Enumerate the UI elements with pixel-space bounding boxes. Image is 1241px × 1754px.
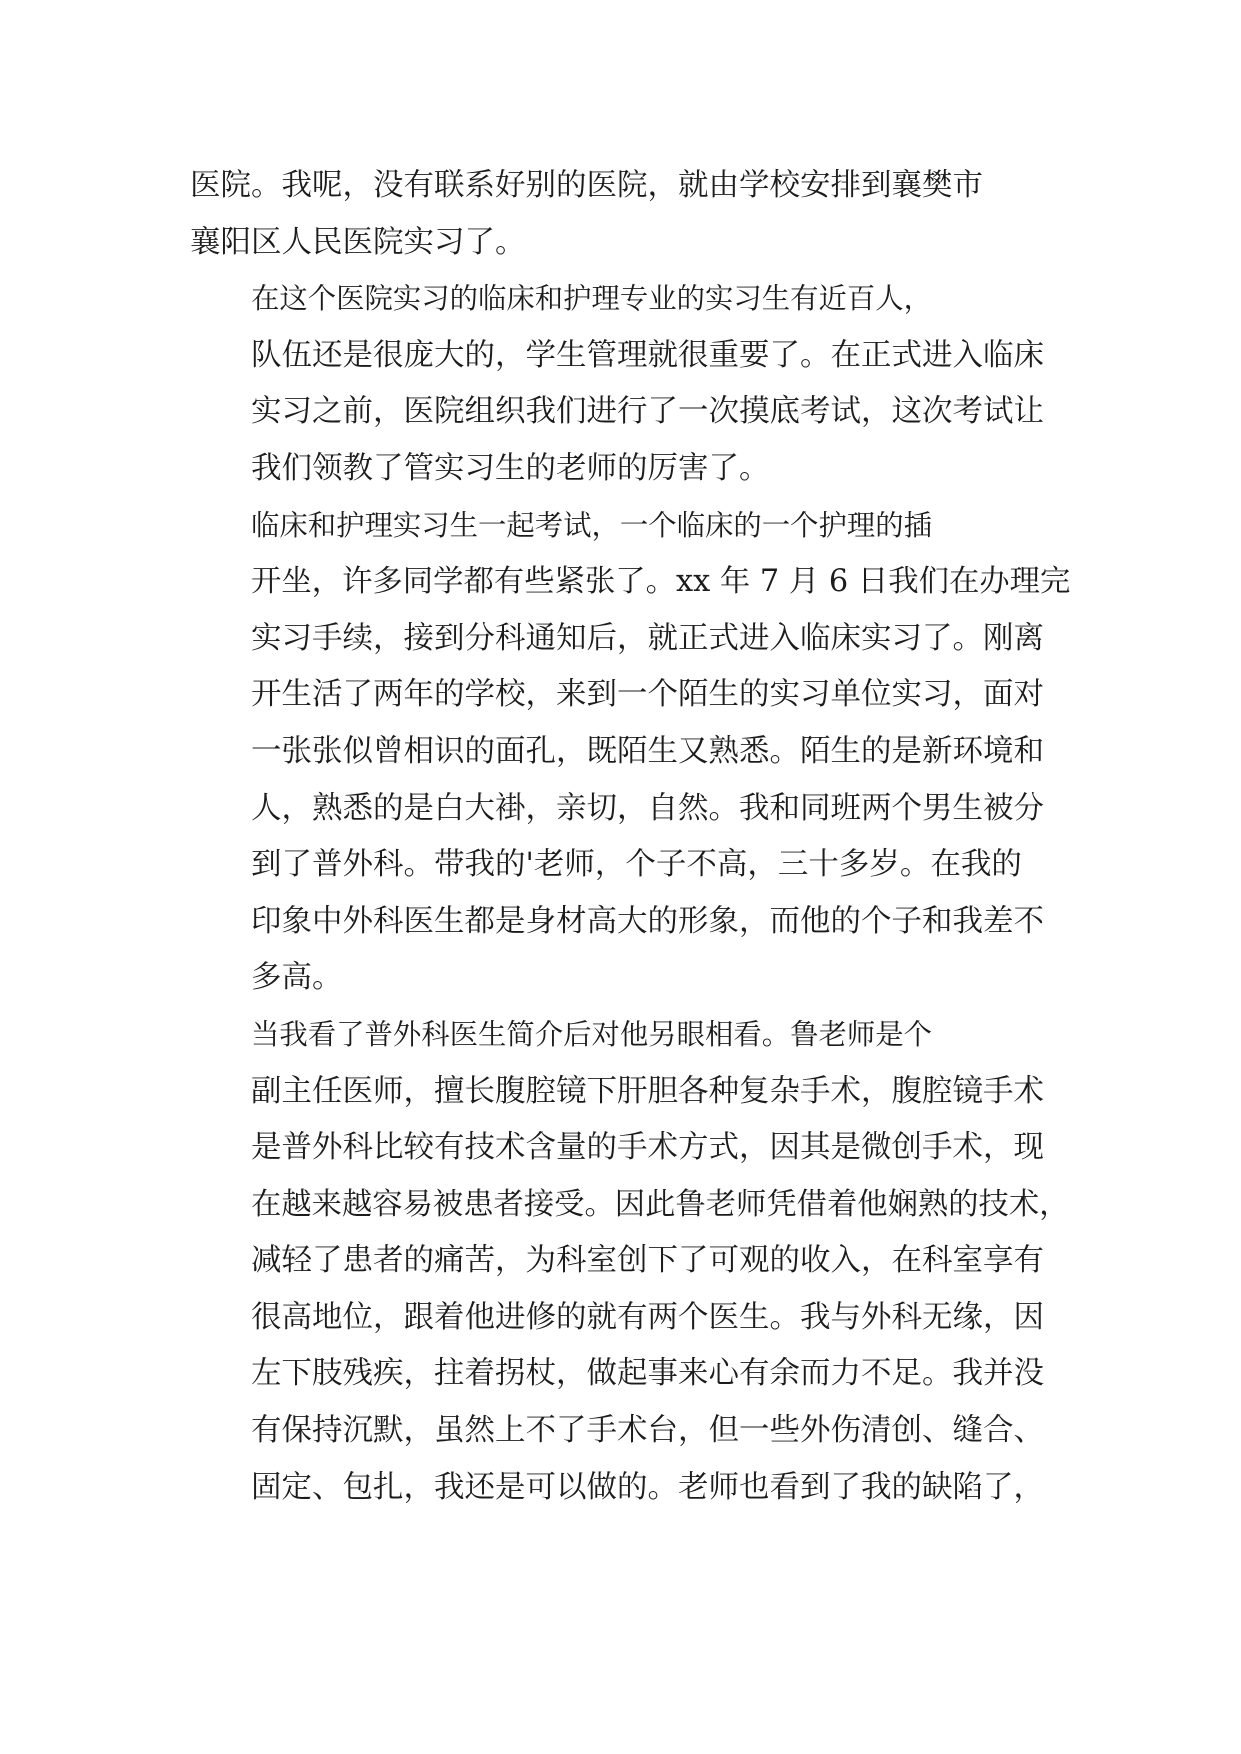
text-line: 开生活了两年的学校，来到一个陌生的实习单位实习，面对 bbox=[251, 677, 1044, 713]
text-line: 固定、包扎，我还是可以做的。老师也看到了我的缺陷了， bbox=[251, 1469, 1044, 1505]
text-line: 印象中外科医生都是身材高大的形象，而他的个子和我差不 bbox=[251, 903, 1044, 939]
text-line: 在越来越容易被患者接受。因此鲁老师凭借着他娴熟的技术， bbox=[251, 1186, 1070, 1222]
text-line: 我们领教了管实习生的老师的厉害了。 bbox=[251, 450, 770, 486]
text-line: 在这个医院实习的临床和护理专业的实习生有近百人， bbox=[251, 282, 932, 316]
text-line: 当我看了普外科医生简介后对他另眼相看。鲁老师是个 bbox=[251, 1017, 932, 1051]
text-line: 左下肢残疾，拄着拐杖，做起事来心有余而力不足。我并没 bbox=[251, 1356, 1044, 1392]
text-line: 实习之前，医院组织我们进行了一次摸底考试，这次考试让 bbox=[251, 394, 1044, 430]
paragraph bbox=[190, 1007, 1070, 1516]
text-line: 开坐，许多同学都有些紧张了。xx 年 7 月 6 日我们在办理完 bbox=[251, 564, 1071, 600]
text-line: 实习手续，接到分科通知后，就正式进入临床实习了。刚离 bbox=[251, 620, 1044, 656]
text-line: 副主任医师，擅长腹腔镜下肝胆各种复杂手术，腹腔镜手术 bbox=[251, 1073, 1044, 1109]
document-body bbox=[190, 158, 1070, 1516]
text-line: 到了普外科。带我的'老师，个子不高，三十多岁。在我的 bbox=[251, 847, 1022, 883]
text-line: 一张张似曾相识的面孔，既陌生又熟悉。陌生的是新环境和 bbox=[251, 733, 1044, 769]
text-line: 有保持沉默，虽然上不了手术台，但一些外伤清创、缝合、 bbox=[251, 1413, 1044, 1449]
text-line: 襄阳区人民医院实习了。 bbox=[190, 224, 526, 260]
text-line: 多高。 bbox=[251, 960, 343, 996]
text-line: 是普外科比较有技术含量的手术方式，因其是微创手术，现 bbox=[251, 1130, 1044, 1166]
text-line: 人，熟悉的是白大褂，亲切，自然。我和同班两个男生被分 bbox=[251, 790, 1044, 826]
text-line: 临床和护理实习生一起考试，一个临床的一个护理的插 bbox=[251, 508, 932, 542]
text-line: 减轻了患者的痛苦，为科室创下了可观的收入，在科室享有 bbox=[251, 1243, 1044, 1279]
text-line: 很高地位，跟着他进修的就有两个医生。我与外科无缘，因 bbox=[251, 1299, 1044, 1335]
text-line: 队伍还是很庞大的，学生管理就很重要了。在正式进入临床 bbox=[251, 337, 1044, 373]
paragraph bbox=[190, 271, 1070, 497]
text-line: 医院。我呢，没有联系好别的医院，就由学校安排到襄樊市 bbox=[190, 168, 983, 203]
paragraph bbox=[190, 498, 1070, 1007]
paragraph bbox=[190, 158, 1070, 271]
